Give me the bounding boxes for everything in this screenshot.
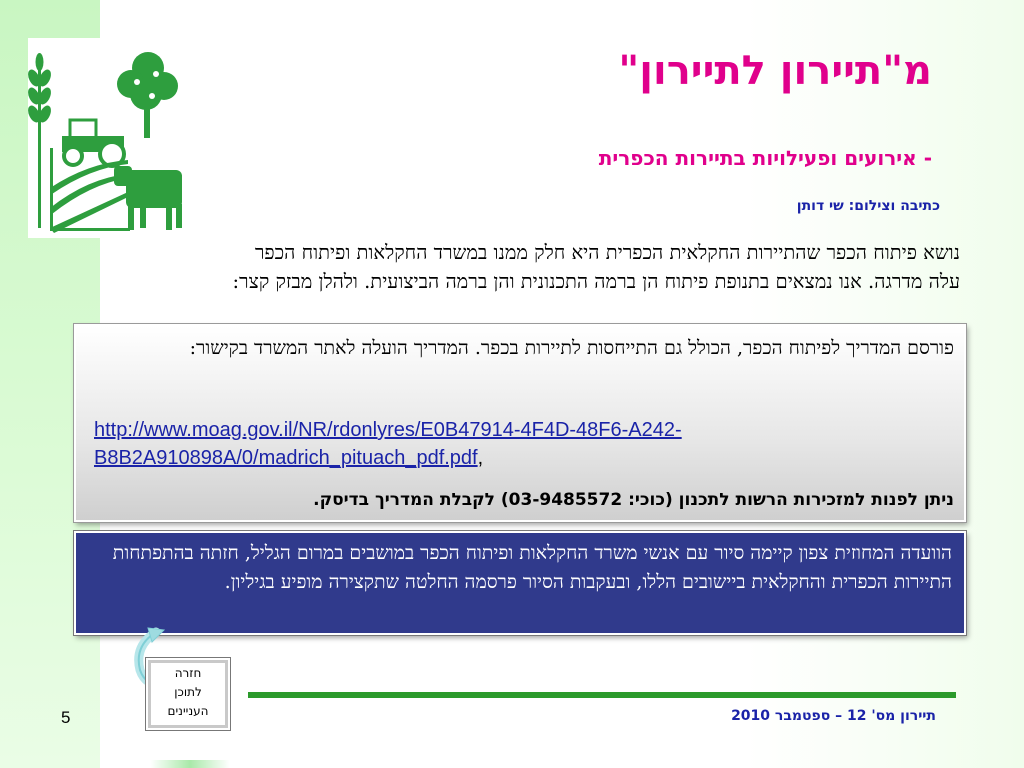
back-button-line2: לתוכן [174, 685, 202, 699]
committee-info-box [74, 531, 966, 635]
author-byline: כתיבה וצילום: שי דותן [796, 198, 940, 214]
guide-contact-text: ניתן לפנות למזכירות הרשות לתכנון (כוכי: 03-9485572) לקבלת המדריך בדיסק. [313, 490, 954, 510]
back-button-line1: חזרה [174, 666, 202, 680]
footer-issue-label: תיירון מס' 12 – ספטמבר 2010 [731, 708, 936, 724]
intro-paragraph: נושא פיתוח הכפר שהתיירות החקלאית הכפרית היא חלק ממנו במשרד החקלאות ופיתוח הכפר עלה מדרגה. אנו נמצאים בתנופת פיתוח הן ברמה התכנונית והן ברמה הביצועית. ולהלן מבזק קצר: [232, 241, 960, 293]
guide-link[interactable] [94, 419, 682, 469]
guide-link-line1[interactable]: http://www.moag.gov.il/NR/rdonlyres/E0B47914-4F4D-48F6-A242- [94, 419, 682, 441]
footer-divider [248, 692, 956, 698]
page-number: 5 [61, 708, 71, 727]
committee-info-text: הוועדה המחוזית צפון קיימה סיור עם אנשי משרד החקלאות ופיתוח הכפר במושבים במרום הגליל, חזתה בהתפתחות התיירות הכפרית והחקלאית ביישובים הללו, ובעקבות הסיור פרסמה החלטה שתקצירה מופיע בגיליון. [112, 542, 952, 593]
link-suffix: , [477, 447, 484, 469]
back-button-line3: העניינים [167, 704, 209, 718]
guide-link-block [94, 416, 874, 472]
guide-info-text: פורסם המדריך לפיתוח הכפר, הכולל גם התייחסות לתיירות בכפר. המדריך הועלה לאתר המשרד בקישור: [189, 337, 954, 359]
back-to-contents-button[interactable] [145, 657, 231, 731]
bottom-decoration [150, 760, 230, 768]
guide-link-line2[interactable]: B8B2A910898A/0/madrich_pituach_pdf.pdf [94, 447, 478, 469]
page-subtitle: - אירועים ופעילויות בתיירות הכפרית [598, 146, 932, 170]
guide-info-box [74, 324, 966, 522]
page-title: מ"תיירון לתיירון" [618, 48, 932, 94]
agriculture-logo-icon [28, 38, 190, 238]
